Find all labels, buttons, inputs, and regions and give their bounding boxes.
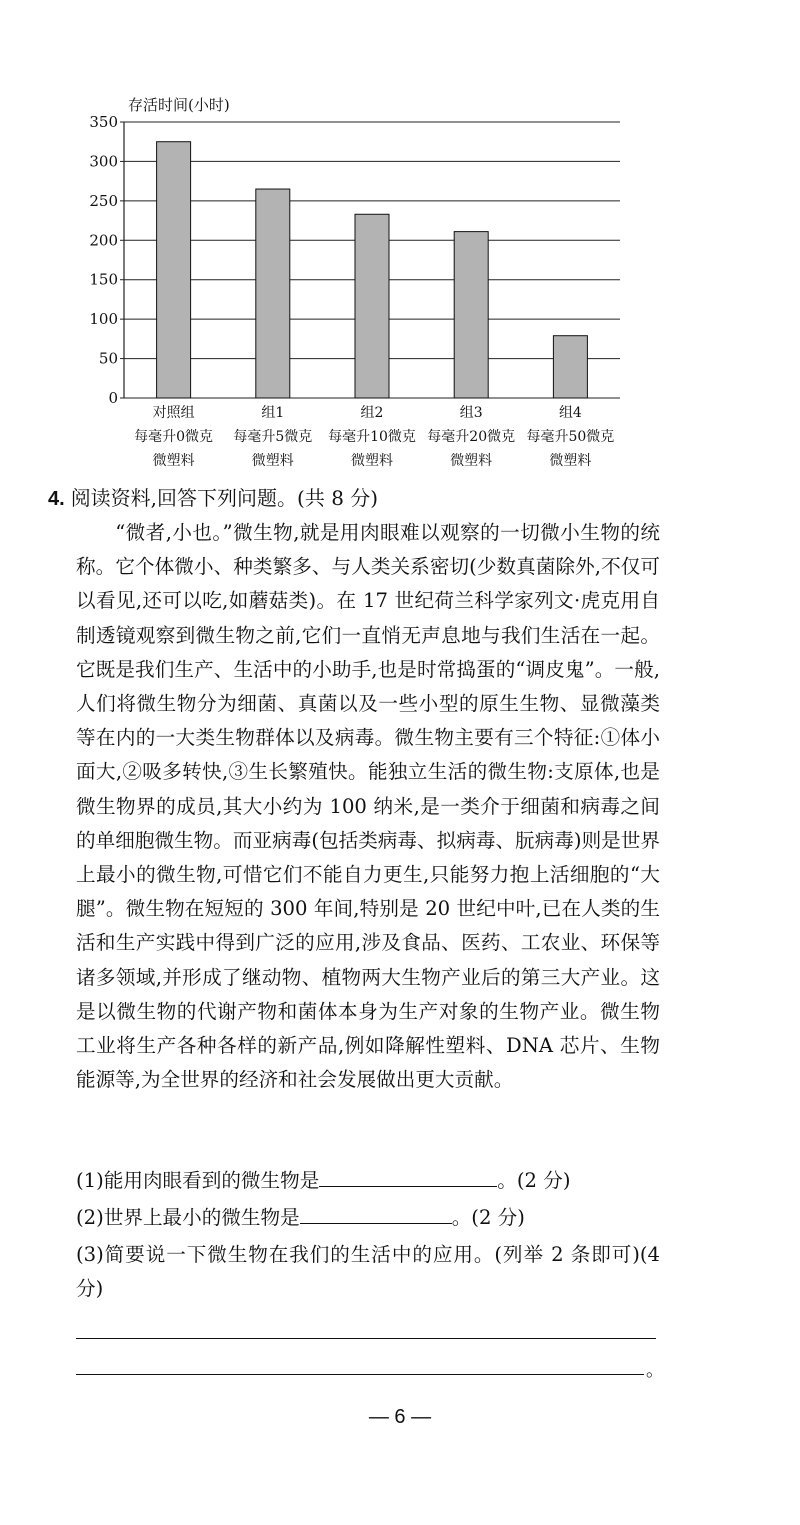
- x-tick-label-2-line-2: 每毫升5微克: [233, 429, 313, 445]
- page-number: — 6 —: [368, 1406, 432, 1428]
- answer-line-2[interactable]: [76, 1374, 644, 1375]
- question-title: 阅读资料,回答下列问题。(共 8 分): [70, 486, 379, 510]
- y-tick-label-0: 0: [108, 389, 118, 407]
- x-tick-label-1-line-3: 微塑料: [152, 453, 195, 469]
- x-tick-label-3-line-3: 微塑料: [351, 453, 393, 469]
- x-tick-label-1-line-1: 对照组: [152, 405, 195, 421]
- y-tick-label-200: 200: [89, 231, 118, 250]
- sub-question-3: [76, 1238, 660, 1306]
- x-tick-label-2-line-3: 微塑料: [251, 453, 294, 469]
- bar-2: [256, 189, 290, 398]
- x-tick-label-5-line-3: 微塑料: [549, 453, 592, 469]
- answer-blank-1[interactable]: [319, 1164, 497, 1187]
- y-tick-label-300: 300: [89, 152, 118, 171]
- bar-5: [553, 336, 587, 398]
- y-tick-label-150: 150: [89, 270, 118, 289]
- sub-question-1-text: (1)能用肉眼看到的微生物是: [76, 1169, 320, 1192]
- bar-4: [454, 232, 488, 398]
- sub-question-3-text: (3)简要说一下微生物在我们的生活中的应用。(列举 2 条即可)(4 分): [76, 1243, 660, 1300]
- y-tick-label-50: 50: [98, 349, 118, 368]
- bar-3: [355, 214, 389, 398]
- x-tick-label-3-line-1: 组2: [360, 405, 384, 421]
- x-tick-label-4-line-3: 微塑料: [450, 453, 493, 469]
- y-tick-label-250: 250: [89, 191, 118, 210]
- sub-question-2: [76, 1201, 666, 1235]
- y-axis-title: 存活时间(小时): [128, 96, 230, 114]
- x-tick-label-5-line-2: 每毫升50微克: [526, 429, 615, 445]
- bar-chart: [0, 0, 800, 475]
- sub-question-2-score: 。(2 分): [451, 1206, 525, 1229]
- reading-passage: [76, 516, 660, 1097]
- x-tick-label-1-line-2: 每毫升0微克: [134, 429, 214, 445]
- answer-blank-2[interactable]: [300, 1201, 452, 1224]
- y-tick-label-350: 350: [89, 113, 118, 131]
- answer-line-1[interactable]: [76, 1338, 656, 1339]
- x-tick-label-4-line-1: 组3: [459, 405, 483, 421]
- answer-end-mark: 。: [646, 1360, 664, 1381]
- question-number: 4.: [48, 488, 65, 510]
- sub-question-1: [76, 1164, 666, 1198]
- sub-question-1-score: 。(2 分): [497, 1169, 571, 1192]
- x-tick-label-5-line-1: 组4: [558, 405, 582, 421]
- y-tick-label-100: 100: [89, 310, 118, 329]
- x-tick-label-4-line-2: 每毫升20微克: [427, 429, 516, 445]
- passage-text: “微者,小也。”微生物,就是用肉眼难以观察的一切微小生物的统称。它个体微小、种类繁多、与人类关系密切(少数真菌除外,不仅可以看见,还可以吃,如蘑菇类)。在 17 世纪荷兰科学家列文·虎克用自制透镜观察到微生物之前,它们一直悄无声息地与我们生活在一起。它既是我们生产、生活中的小助手,也是时常捣蛋的“调皮鬼”。一般,人们将微生物分为细菌、真菌以及一些小型的原生生物、显微藻类等在内的一大类生物群体以及病毒。微生物主要有三个特征:①体小面大,②吸多转快,③生长繁殖快。能独立生活的微生物:支原体,也是微生物界的成员,其大小约为 100 纳米,是一类介于细菌和病毒之间的单细胞微生物。而亚病毒(包括类病毒、拟病毒、朊病毒)则是世界上最小的微生物,可惜它们不能自力更生,只能努力抱上活细胞的“大腿”。微生物在短短的 300 年间,特别是 20 世纪中叶,已在人类的生活和生产实践中得到广泛的应用,涉及食品、医药、工农业、环保等诸多领域,并形成了继动物、植物两大生物产业后的第三大产业。这是以微生物的代谢产物和菌体本身为生产对象的生物产业。微生物工业将生产各种各样的新产品,例如降解性塑料、DNA 芯片、生物能源等,为全世界的经济和社会发展做出更大贡献。: [76, 521, 660, 1092]
- question-heading: [48, 482, 378, 511]
- x-tick-label-3-line-2: 每毫升10微克: [328, 429, 416, 445]
- sub-question-2-text: (2)世界上最小的微生物是: [76, 1206, 300, 1229]
- bar-1: [157, 142, 191, 398]
- x-tick-label-2-line-1: 组1: [261, 405, 285, 421]
